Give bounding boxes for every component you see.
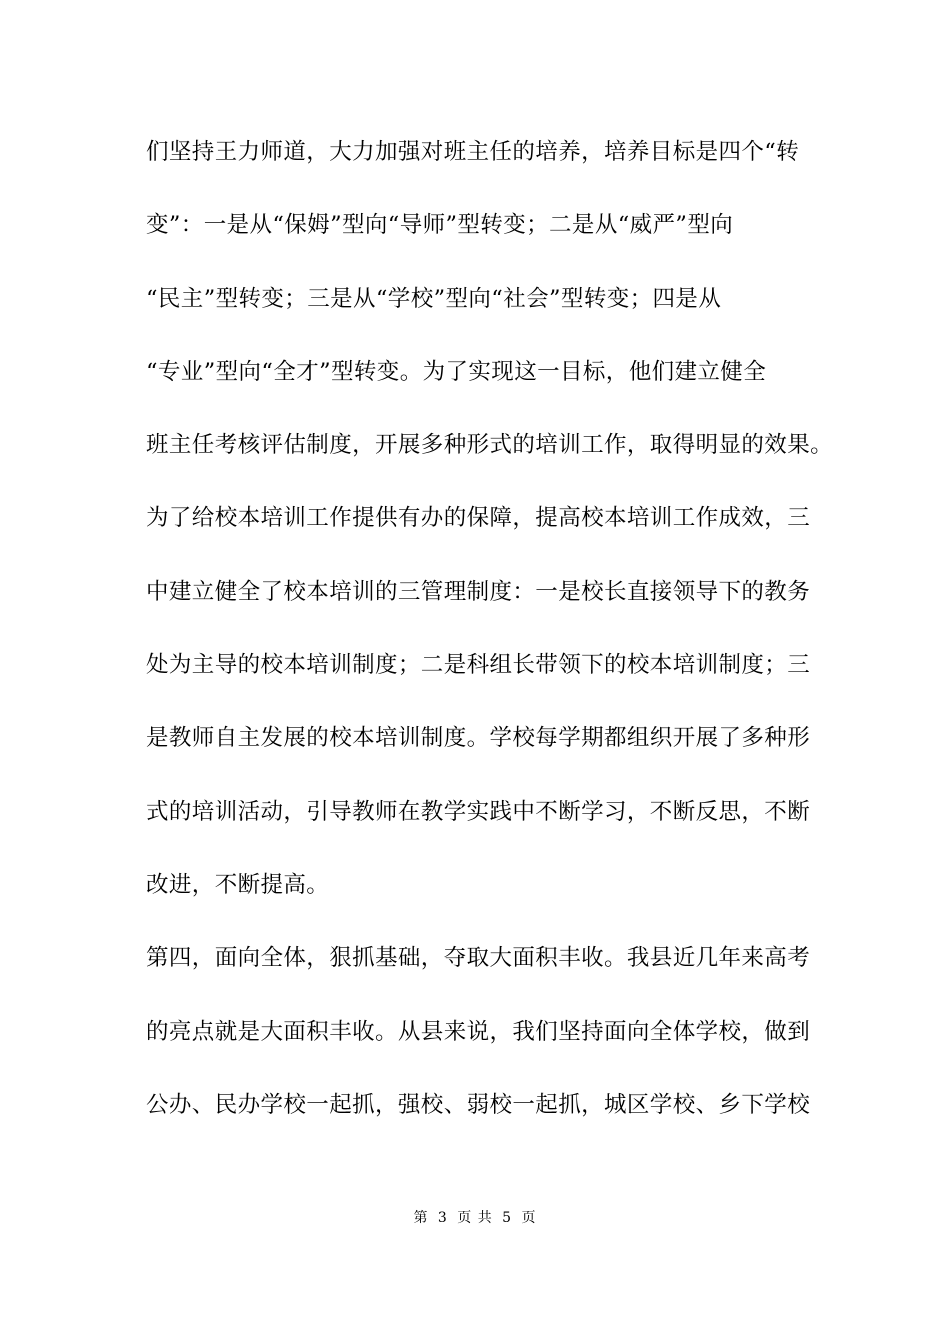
text-line: 中建立健全了校本培训的三管理制度：一是校长直接领导下的教务 <box>146 578 811 605</box>
page-label-middle: 页 共 <box>457 1210 493 1226</box>
text-line: 变”：一是从“保姆”型向“导师”型转变；二是从“威严”型向 <box>146 212 734 239</box>
text-line: 公办、民办学校一起抓，强校、弱校一起抓，城区学校、乡下学校 <box>146 1091 811 1118</box>
text-line: 班主任考核评估制度，开展多种形式的培训工作，取得明显的效果。 <box>146 432 834 459</box>
text-line: 第四，面向全体，狠抓基础，夺取大面积丰收。我县近几年来高考 <box>146 945 811 972</box>
page-label-prefix: 第 <box>413 1210 429 1226</box>
text-line: 为了给校本培训工作提供有办的保障，提高校本培训工作成效，三 <box>146 505 811 532</box>
page-label-suffix: 页 <box>521 1210 537 1226</box>
text-line: 式的培训活动，引导教师在教学实践中不断学习，不断反思，不断 <box>146 798 811 825</box>
text-line: 改进，不断提高。 <box>146 871 330 898</box>
text-line: 处为主导的校本培训制度；二是科组长带领下的校本培训制度；三 <box>146 652 811 679</box>
total-pages-number: 5 <box>502 1210 513 1226</box>
body-text <box>146 132 834 1158</box>
text-line: 是教师自主发展的校本培训制度。学校每学期都组织开展了多种形 <box>146 725 811 752</box>
text-line: “民主”型转变；三是从“学校”型向“社会”型转变；四是从 <box>146 285 722 312</box>
text-line: 们坚持王力师道，大力加强对班主任的培养，培养目标是四个“转 <box>146 139 800 165</box>
text-line: “专业”型向“全才”型转变。为了实现这一目标，他们建立健全 <box>146 358 767 385</box>
current-page-number: 3 <box>437 1210 448 1226</box>
page-number-footer <box>0 1208 950 1228</box>
text-line: 的亮点就是大面积丰收。从县来说，我们坚持面向全体学校，做到 <box>146 1018 811 1045</box>
